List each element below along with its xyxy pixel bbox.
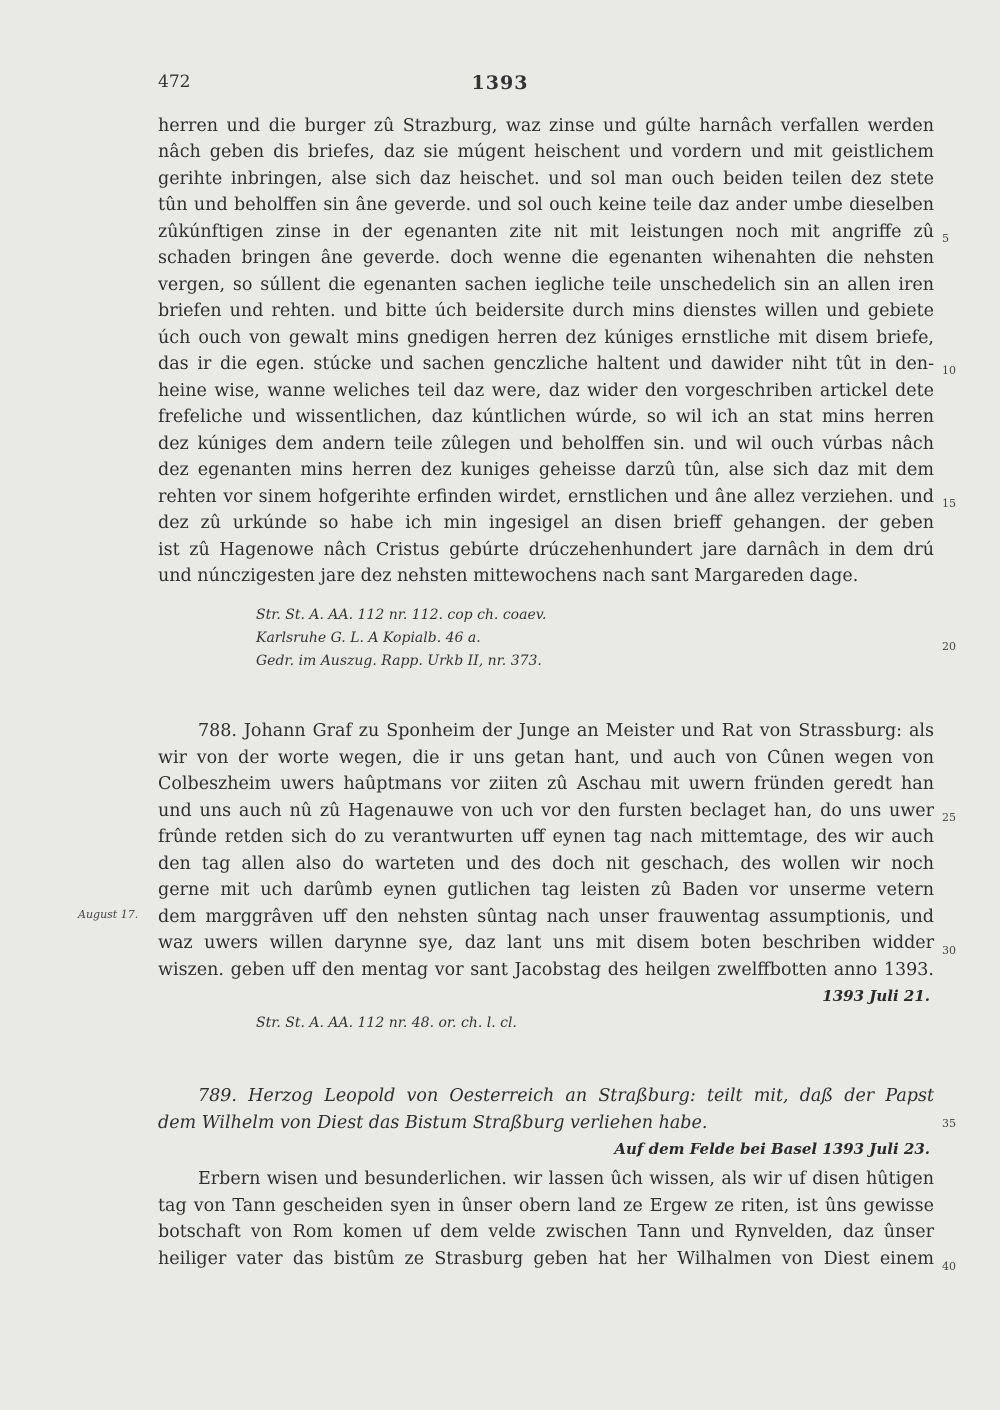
text-line: rehten vor sinem hofgerihte erfinden wirdet, ernstlichen und âne allez verziehen. und [158, 487, 934, 507]
text-line: frefeliche und wissentlichen, daz kúntlichen wúrde, so wil ich an stat mins herren [158, 407, 934, 427]
text-line: botschaft von Rom komen uf dem velde zwischen Tann und Rynvelden, daz ûnser [158, 1222, 934, 1242]
text-line: dem marggrâven uff den nehsten sûntag nach unser frauwentag assumptionis, und [158, 907, 934, 927]
text-line: und núnczigesten jare dez nehsten mittewochens nach sant Margareden dage. [158, 566, 859, 586]
text-line: nâch geben dis briefes, daz sie múgent heischent und vordern und mit geistlichem [158, 142, 934, 162]
text-line: das ir die egen. stúcke und sachen genczliche haltent und dawider niht tût in den- [158, 354, 934, 374]
page-number: 472 [158, 72, 191, 92]
document-date: Auf dem Felde bei Basel 1393 Juli 23. [614, 1140, 930, 1158]
text-line: dez kúniges dem andern teile zûlegen und beholffen sin. und wil ouch vúrbas nâch [158, 434, 934, 454]
document-date: 1393 Juli 21. [822, 987, 930, 1005]
text-line: dez egenanten mins herren dez kuniges geheisse darzû tûn, alse sich daz mit dem [158, 460, 934, 480]
text-line: Erbern wisen und besunderlichen. wir lassen ûch wissen, als wir uf disen hûtigen [198, 1169, 934, 1189]
line-number: 5 [942, 232, 949, 245]
text-line: heiliger vater das bistûm ze Strasburg geben hat her Wilhalmen von Diest einem [158, 1249, 934, 1269]
text-line: Colbeszheim uwers haûptmans vor ziiten zû Aschau mit uwern fründen geredt han [158, 774, 934, 794]
text-line: zûkúnftigen zinse in der egenanten zite nit mit leistungen noch mit angriffe zû [158, 222, 934, 242]
line-number: 25 [942, 811, 956, 824]
text-line: vergen, so súllent die egenanten sachen iegliche teile unschedelich sin an allen iren [158, 275, 934, 295]
text-line: dez zû urkúnde so habe ich min ingesigel an disen brieff gehangen. der geben [158, 513, 934, 533]
line-number: 35 [942, 1117, 956, 1130]
page-year-header: 1393 [471, 72, 529, 94]
source-citation: Str. St. A. AA. 112 nr. 112. cop ch. coaev. [256, 607, 547, 623]
text-line: gerne mit uch darûmb eynen gutlichen tag leisten zû Baden vor unserme vetern [158, 880, 934, 900]
text-line: tag von Tann gescheiden syen in ûnser obern land ze Ergew ze riten, ist ûns gewisse [158, 1196, 934, 1216]
source-citation: Str. St. A. AA. 112 nr. 48. or. ch. l. cl. [256, 1015, 517, 1031]
text-line: frûnde retden sich do zu verantwurten uff eynen tag nach mittemtage, des wir auch [158, 827, 934, 847]
line-number: 15 [942, 497, 956, 510]
text-line: den tag allen also do warteten und des doch nit geschach, des wollen wir noch [158, 854, 934, 874]
text-line: herren und die burger zû Strazburg, waz zinse und gúlte harnâch verfallen werden [158, 116, 934, 136]
text-line: 788. Johann Graf zu Sponheim der Junge an Meister und Rat von Strassburg: als [198, 721, 934, 741]
text-line: und uns auch nû zû Hagenauwe von uch vor den fursten beclaget han, do uns uwer [158, 801, 934, 821]
heading-line: dem Wilhelm von Diest das Bistum Straßburg verliehen habe. [158, 1113, 708, 1133]
margin-date-note: August 17. [78, 908, 139, 921]
text-line: ist zû Hagenowe nâch Cristus gebúrte drúczehenhundert jare darnâch in dem drú [158, 540, 934, 560]
source-citation: Gedr. im Auszug. Rapp. Urkb II, nr. 373. [256, 653, 542, 669]
line-number: 10 [942, 364, 956, 377]
heading-line: 789. Herzog Leopold von Oesterreich an Straßburg: teilt mit, daß der Papst [198, 1086, 934, 1106]
text-line: wiszen. geben uff den mentag vor sant Jacobstag des heilgen zwelffbotten anno 1393. [158, 960, 934, 980]
text-line: wir von der worte wegen, die ir uns getan hant, und auch von Cûnen wegen von [158, 748, 934, 768]
text-line: tûn und beholffen sin âne geverde. und sol ouch keine teile daz ander umbe dieselben [158, 195, 934, 215]
text-line: úch ouch von gewalt mins gnedigen herren dez kúniges ernstliche mit disem briefe, [158, 328, 934, 348]
line-number: 40 [942, 1260, 956, 1273]
line-number: 20 [942, 640, 956, 653]
text-line: briefen und rehten. und bitte úch beidersite durch mins dienstes willen und gebiete [158, 301, 934, 321]
source-citation: Karlsruhe G. L. A Kopialb. 46 a. [256, 630, 481, 646]
text-line: waz uwers willen darynne sye, daz lant uns mit disem boten beschriben widder [158, 933, 934, 953]
text-line: heine wise, wanne weliches teil daz were, daz wider den vorgeschriben artickel dete [158, 381, 934, 401]
line-number: 30 [942, 944, 956, 957]
text-line: schaden bringen âne geverde. doch wenne die egenanten wihenahten die nehsten [158, 248, 934, 268]
text-line: gerihte inbringen, alse sich daz heischet. und sol man ouch beiden teilen dez stete [158, 169, 934, 189]
